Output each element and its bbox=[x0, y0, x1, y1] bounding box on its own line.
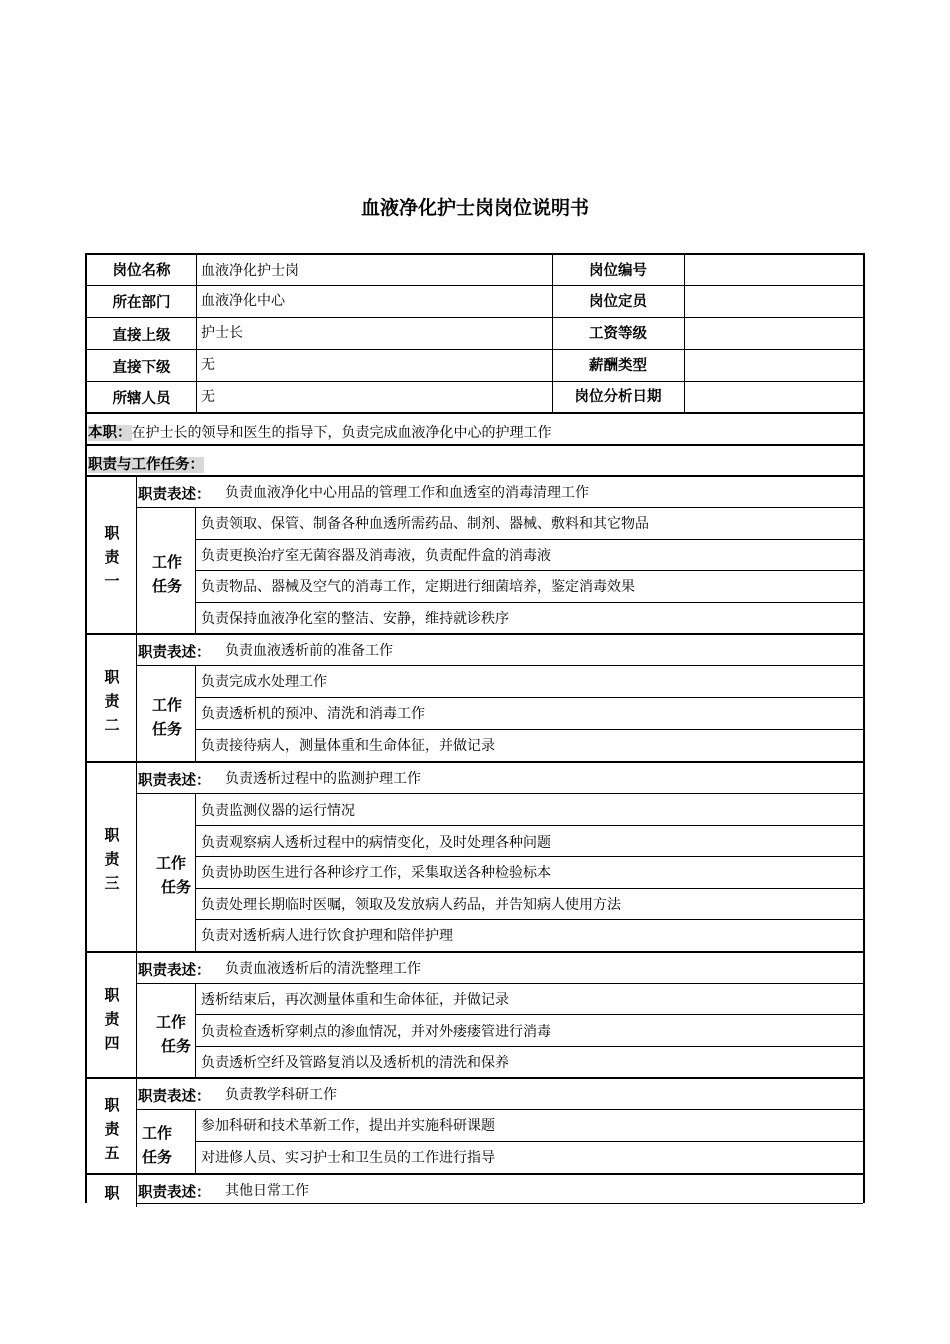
task-item: 负责观察病人透析过程中的病情变化，及时处理各种问题 bbox=[201, 835, 551, 851]
row-divider bbox=[87, 951, 863, 953]
task-item: 负责接待病人，测量体重和生命体征，并做记录 bbox=[201, 738, 495, 754]
section-header-text: 职责与工作任务： bbox=[88, 457, 204, 473]
row-divider bbox=[195, 919, 863, 920]
task-label: 工作 任务 bbox=[151, 553, 182, 595]
row-divider bbox=[195, 1014, 863, 1015]
row-divider bbox=[195, 888, 863, 889]
task-item: 负责更换治疗室无菌容器及消毒液，负责配件盒的消毒液 bbox=[201, 548, 551, 564]
info-value: 血液净化中心 bbox=[201, 293, 285, 309]
row-divider bbox=[136, 793, 863, 794]
benzhi-text: 在护士长的领导和医生的指导下，负责完成血液净化中心的护理工作 bbox=[131, 425, 552, 441]
task-item: 负责检查透析穿刺点的渗血情况，并对外瘘瘘管进行消毒 bbox=[201, 1024, 551, 1040]
task-label: 工作 任务 bbox=[141, 1124, 172, 1166]
task-item: 负责透析空纤及管路复消以及透析机的清洗和保养 bbox=[201, 1055, 509, 1071]
duty-desc-text: 负责透析过程中的监测护理工作 bbox=[225, 771, 421, 787]
row-divider bbox=[87, 412, 863, 414]
info-label: 所辖人员 bbox=[112, 391, 171, 407]
duty-desc-text: 负责血液透析后的清洗整理工作 bbox=[225, 961, 421, 977]
row-divider bbox=[136, 1109, 863, 1110]
info-label: 薪酬类型 bbox=[589, 358, 647, 374]
info-value: 血液净化护士岗 bbox=[201, 263, 299, 279]
duty-desc-text: 其他日常工作 bbox=[225, 1183, 309, 1199]
row-divider bbox=[195, 570, 863, 571]
benzhi-label: 本职： bbox=[88, 425, 132, 441]
duty-desc: 职责表述： bbox=[138, 963, 211, 979]
task-item: 对进修人员、实习护士和卫生员的工作进行指导 bbox=[201, 1150, 495, 1166]
task-label: 工作 任务 bbox=[155, 1013, 191, 1055]
task-item: 负责监测仪器的运行情况 bbox=[201, 803, 355, 819]
info-label: 工资等级 bbox=[589, 326, 647, 342]
row-divider bbox=[87, 444, 863, 446]
col-divider bbox=[136, 477, 137, 1207]
col-divider bbox=[195, 794, 196, 951]
row-divider bbox=[87, 1077, 863, 1079]
duty-name: 职 责 四 bbox=[104, 986, 120, 1052]
task-item: 负责物品、器械及空气的消毒工作，定期进行细菌培养，鉴定消毒效果 bbox=[201, 579, 635, 595]
info-value: 无 bbox=[201, 357, 215, 373]
row-divider bbox=[136, 507, 863, 508]
task-label: 工作 任务 bbox=[155, 854, 191, 896]
benzhi-row bbox=[88, 423, 552, 443]
row-divider bbox=[136, 665, 863, 666]
task-item: 参加科研和技术革新工作，提出并实施科研课题 bbox=[201, 1118, 495, 1134]
col-divider bbox=[195, 666, 196, 761]
task-item: 负责保持血液净化室的整洁、安静，维持就诊秩序 bbox=[201, 611, 509, 627]
duty-desc: 职责表述： bbox=[138, 1185, 211, 1201]
row-divider bbox=[136, 1203, 863, 1204]
row-divider bbox=[87, 1173, 863, 1175]
row-divider bbox=[195, 856, 863, 857]
info-value: 护士长 bbox=[201, 325, 243, 341]
task-item: 负责透析机的预冲、清洗和消毒工作 bbox=[201, 706, 425, 722]
duty-desc: 职责表述： bbox=[138, 1089, 211, 1105]
task-item: 负责协助医生进行各种诊疗工作，采集取送各种检验标本 bbox=[201, 865, 551, 881]
row-divider bbox=[195, 729, 863, 730]
info-label: 直接上级 bbox=[112, 328, 171, 344]
duty-name: 职 责 三 bbox=[104, 826, 120, 892]
info-label: 所在部门 bbox=[112, 295, 171, 311]
task-item: 透析结束后，再次测量体重和生命体征，并做记录 bbox=[201, 992, 509, 1008]
row-divider bbox=[87, 475, 863, 477]
info-label: 岗位名称 bbox=[112, 263, 171, 279]
duty-desc: 职责表述： bbox=[138, 645, 211, 661]
row-divider bbox=[87, 285, 863, 286]
row-divider bbox=[195, 539, 863, 540]
task-item: 负责完成水处理工作 bbox=[201, 674, 327, 690]
row-divider bbox=[87, 633, 863, 635]
row-divider bbox=[195, 697, 863, 698]
row-divider bbox=[195, 1141, 863, 1142]
row-divider bbox=[136, 983, 863, 984]
row-divider bbox=[87, 761, 863, 763]
row-divider bbox=[195, 602, 863, 603]
col-divider bbox=[195, 984, 196, 1077]
duty-desc: 职责表述： bbox=[138, 487, 211, 503]
duty-desc: 职责表述： bbox=[138, 773, 211, 789]
duty-name: 职 bbox=[104, 1184, 120, 1202]
duty-desc-text: 负责血液透析前的准备工作 bbox=[225, 643, 393, 659]
col-divider bbox=[684, 255, 685, 412]
info-label: 岗位定员 bbox=[589, 294, 647, 310]
duty-name: 职 责 五 bbox=[104, 1096, 120, 1162]
section-header bbox=[88, 455, 204, 475]
info-label: 岗位编号 bbox=[589, 263, 647, 279]
task-item: 负责领取、保管、制备各种血透所需药品、制剂、器械、敷料和其它物品 bbox=[201, 516, 649, 532]
page-title: 血液净化护士岗岗位说明书 bbox=[360, 197, 589, 219]
job-description-table bbox=[85, 253, 865, 1203]
row-divider bbox=[87, 317, 863, 318]
duty-desc-text: 负责血液净化中心用品的管理工作和血透室的消毒清理工作 bbox=[225, 485, 589, 501]
info-label: 直接下级 bbox=[112, 360, 171, 376]
info-value: 无 bbox=[201, 389, 215, 405]
row-divider bbox=[87, 349, 863, 350]
duty-name: 职 责 二 bbox=[104, 668, 120, 734]
duty-name: 职 责 一 bbox=[104, 524, 120, 590]
task-item: 负责处理长期临时医嘱，领取及发放病人药品，并告知病人使用方法 bbox=[201, 897, 621, 913]
row-divider bbox=[87, 381, 863, 382]
duty-desc-text: 负责教学科研工作 bbox=[225, 1087, 337, 1103]
info-label: 岗位分析日期 bbox=[574, 389, 662, 405]
task-item: 负责对透析病人进行饮食护理和陪伴护理 bbox=[201, 928, 453, 944]
row-divider bbox=[195, 825, 863, 826]
row-divider bbox=[195, 1046, 863, 1047]
col-divider bbox=[196, 255, 197, 412]
task-label: 工作 任务 bbox=[151, 696, 182, 738]
